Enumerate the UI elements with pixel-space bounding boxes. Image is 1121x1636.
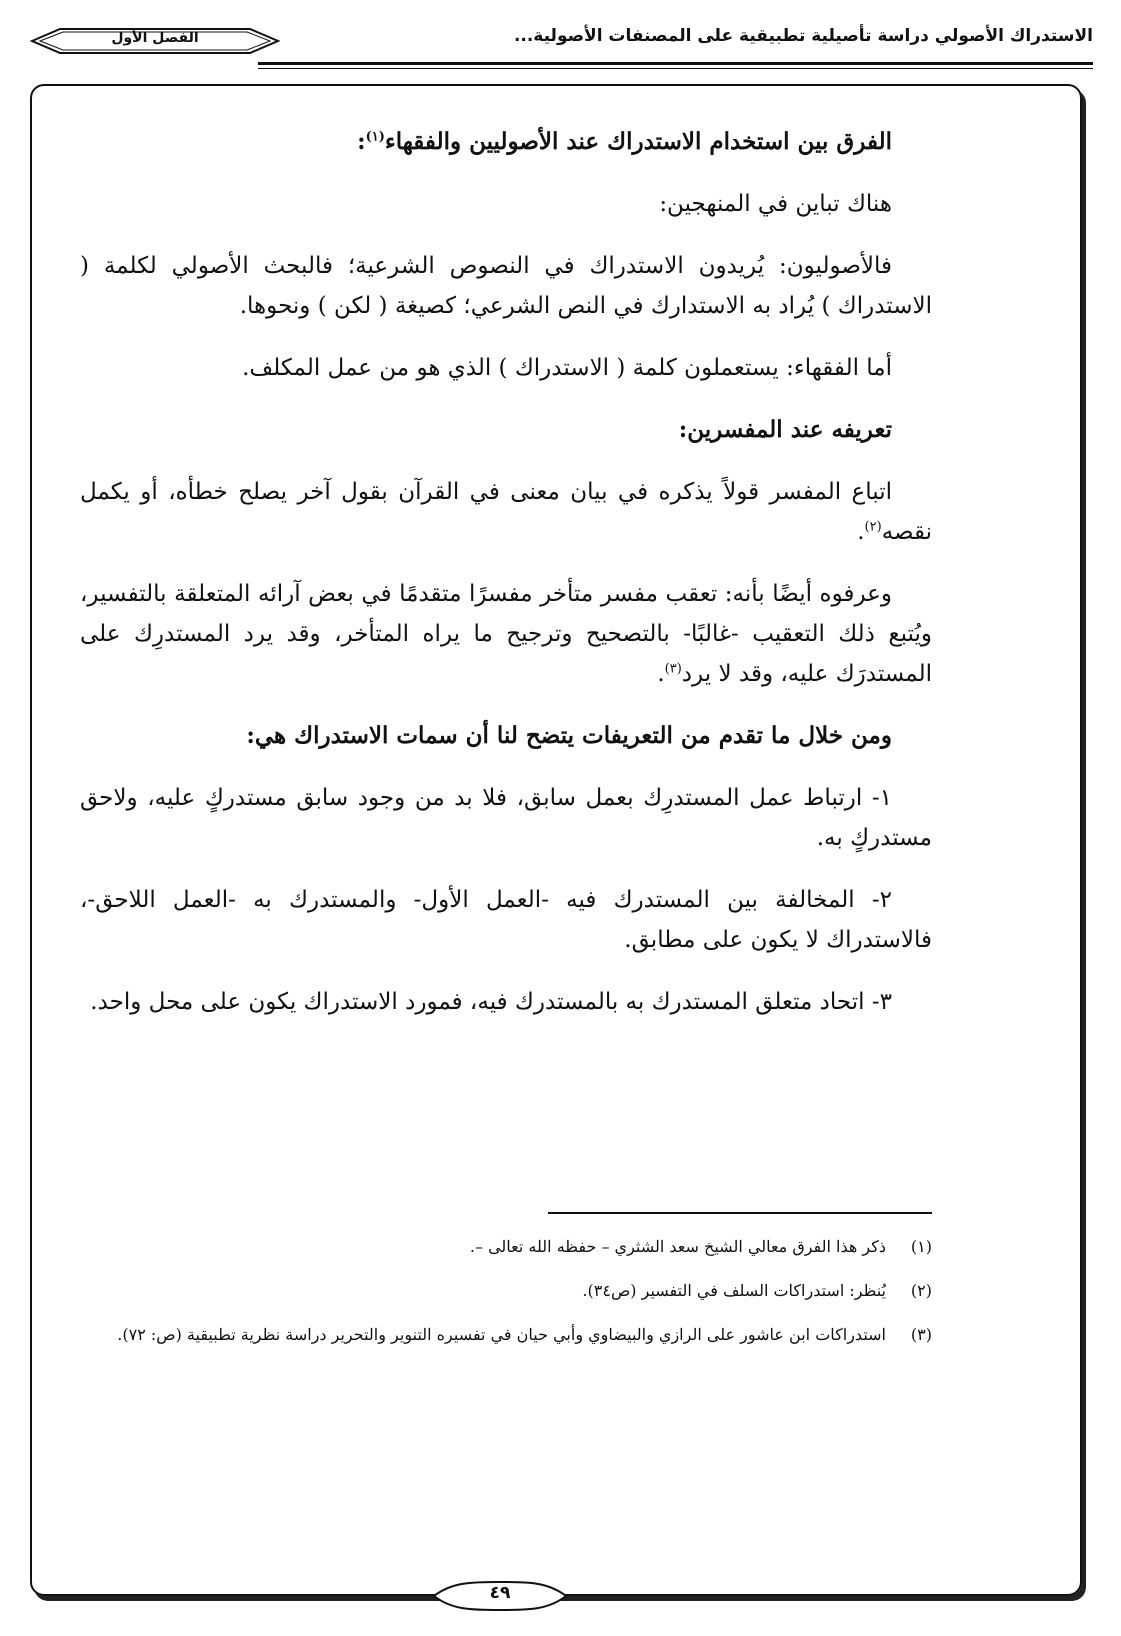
page-number-badge bbox=[432, 1578, 568, 1614]
list-item-3: ٣- اتحاد متعلق المستدرك به بالمستدرك فيه، فمورد الاستدراك يكون على محل واحد. bbox=[90, 989, 892, 1015]
paragraph-definition-2-end: . bbox=[657, 661, 665, 687]
paragraph-definition-1 bbox=[80, 472, 932, 552]
footnote-number: (٢) bbox=[910, 1281, 932, 1300]
footnote-text: يُنظر: استدراكات السلف في التفسير (ص٣٤). bbox=[582, 1281, 886, 1300]
footnote-text: ذكر هذا الفرق معالي الشيخ سعد الشثري – حفظه الله تعالى –. bbox=[469, 1237, 886, 1256]
chapter-label: الفصل الأول bbox=[111, 30, 199, 46]
footnote-2 bbox=[80, 1274, 932, 1308]
footnote-text: استدراكات ابن عاشور على الرازي والبيضاوي وأبي حيان في تفسيره التنوير والتحرير دراسة نظرية تطبيقية (ص: ٧٢). bbox=[117, 1325, 886, 1344]
footnotes bbox=[80, 1230, 932, 1362]
book-title: الاستدراك الأصولي دراسة تأصيلية تطبيقية على المصنفات الأصولية... bbox=[513, 26, 1093, 46]
footnote-ref-1[interactable]: (١) bbox=[365, 129, 385, 145]
footnote-3 bbox=[80, 1318, 932, 1352]
paragraph-usul: فالأصوليون: يُريدون الاستدراك في النصوص الشرعية؛ فالبحث الأصولي لكلمة ( الاستدراك ) يُراد به الاستدارك في النص الشرعي؛ كصيغة ( لكن ) ونحوها. bbox=[80, 253, 932, 319]
heading-difference-colon: : bbox=[357, 128, 366, 155]
heading-mufassirin: تعريفه عند المفسرين: bbox=[678, 416, 892, 443]
footnote-separator bbox=[548, 1212, 932, 1214]
page-number: ٤٩ bbox=[489, 1583, 511, 1603]
paragraph-definition-2-text: وعرفوه أيضًا بأنه: تعقب مفسر متأخر مفسرًا متقدمًا في بعض آرائه المتعلقة بالتفسير، ويُتبع ذلك التعقيب -غالبًا- بالتصحيح وترجيح ما يراه المتأخر، وقد يرد المستدرِك على المستدرَك عليه، وقد لا يرد bbox=[80, 581, 932, 687]
header-rule-thin bbox=[258, 68, 1093, 69]
list-item-2: ٢- المخالفة بين المستدرك فيه -العمل الأول- والمستدرك به -العمل اللاحق-، فالاستدراك لا يكون على مطابق. bbox=[80, 887, 932, 953]
footnote-number: (٣) bbox=[910, 1325, 932, 1344]
heading-difference bbox=[80, 122, 932, 162]
list-item-1: ١- ارتباط عمل المستدرِك بعمل سابق، فلا بد من وجود سابق مستدركٍ عليه، ولاحق مستدركٍ به. bbox=[80, 785, 932, 851]
chapter-badge bbox=[30, 26, 280, 56]
paragraph-fuqaha: أما الفقهاء: يستعملون كلمة ( الاستدراك ) الذي هو من عمل المكلف. bbox=[242, 355, 892, 381]
paragraph-definition-2 bbox=[80, 574, 932, 694]
footnote-1 bbox=[80, 1230, 932, 1264]
page-header bbox=[28, 22, 1093, 68]
footnote-ref-3[interactable]: (٣) bbox=[664, 661, 682, 677]
footnote-number: (١) bbox=[910, 1237, 932, 1256]
heading-features: ومن خلال ما تقدم من التعريفات يتضح لنا أن سمات الاستدراك هي: bbox=[246, 722, 892, 749]
footnote-ref-2[interactable]: (٢) bbox=[864, 519, 882, 535]
paragraph-divergence: هناك تباين في المنهجين: bbox=[659, 191, 892, 217]
main-text bbox=[80, 122, 932, 1044]
paragraph-definition-1-text: اتباع المفسر قولاً يذكره في بيان معنى في القرآن بقول آخر يصلح خطأه، أو يكمل نقصه bbox=[80, 479, 932, 545]
header-rule bbox=[258, 62, 1093, 65]
paragraph-definition-1-end: . bbox=[857, 519, 865, 545]
heading-difference-text: الفرق بين استخدام الاستدراك عند الأصوليين والفقهاء bbox=[384, 128, 892, 155]
